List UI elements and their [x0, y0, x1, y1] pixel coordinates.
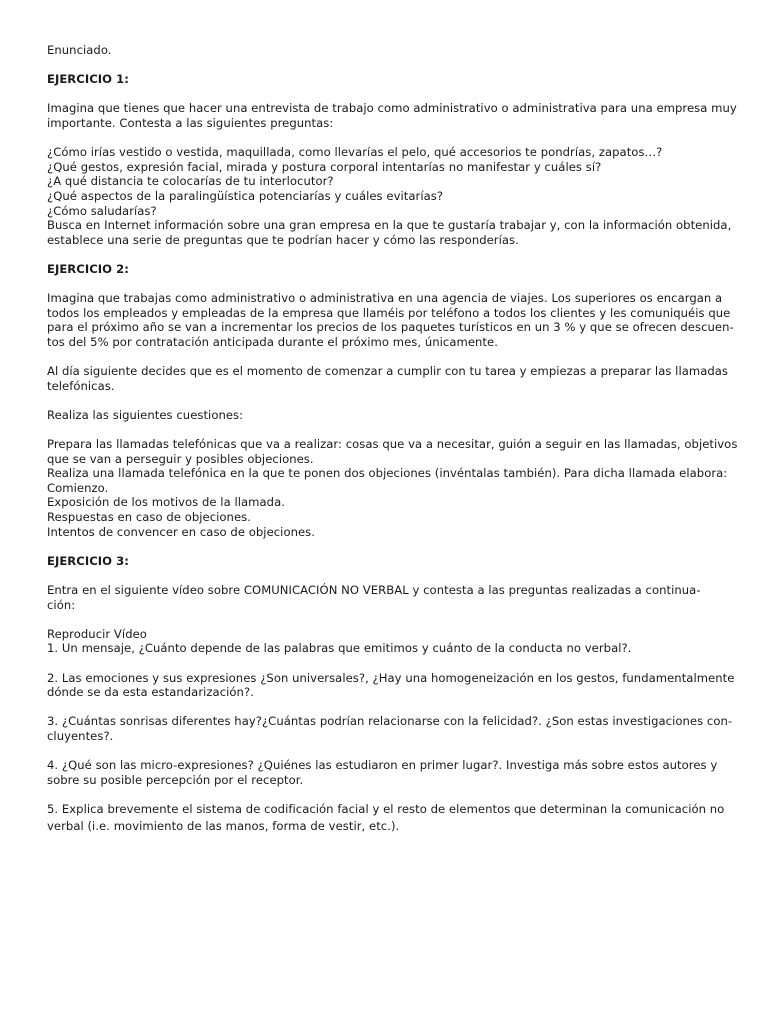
- exercise-2-next-day-line: telefónicas.: [47, 378, 115, 393]
- exercise-1-question: ¿A qué distancia te colocarías de tu interlocutor?: [47, 174, 334, 189]
- exercise-1-question: ¿Qué aspectos de la paralingüística potenciarías y cuáles evitarías?: [47, 188, 444, 203]
- exercise-3-question-line: sobre su posible percepción por el receptor.: [47, 772, 304, 787]
- exercise-2-task: Prepara las llamadas telefónicas que va a realizar: cosas que va a necesitar, guión a seguir en las llamadas, objetivos: [47, 437, 738, 452]
- exercise-3-question-line: 3. ¿Cuántas sonrisas diferentes hay?¿Cuántas podrían relacionarse con la felicidad?. ¿Son estas investigaciones con-: [47, 714, 733, 729]
- exercise-2-title: EJERCICIO 2:: [47, 261, 129, 276]
- exercise-1-intro-line: Imagina que tienes que hacer una entrevista de trabajo como administrativo o administrativa para una empresa muy: [47, 101, 737, 116]
- exercise-2-task: Exposición de los motivos de la llamada.: [47, 495, 285, 510]
- exercise-3-question-4: [47, 758, 723, 787]
- exercise-2-tasks-label: Realiza las siguientes cuestiones:: [47, 407, 244, 422]
- exercise-2-intro: [47, 291, 734, 349]
- exercise-1-question: ¿Cómo irías vestido o vestida, maquillada, como llevarías el pelo, qué accesorios te pondrías, zapatos…?: [47, 145, 663, 160]
- exercise-1-question: establece una serie de preguntas que te podrían hacer y cómo las responderías.: [47, 232, 519, 247]
- exercise-2-task: Intentos de convencer en caso de objeciones.: [47, 524, 315, 539]
- document-page: [47, 43, 738, 834]
- exercise-3-question-line: 2. Las emociones y sus expresiones ¿Son universales?, ¿Hay una homogeneización en los gestos, fundamentalmente: [47, 670, 735, 685]
- exercise-3-question-1: 1. Un mensaje, ¿Cuánto depende de las palabras que emitimos y cuánto de la conducta no verbal?.: [47, 641, 632, 656]
- exercise-2-intro-line: para el próximo año se van a incrementar los precios de los paquetes turísticos en un 3 % y que se ofrecen descuen-: [47, 320, 734, 335]
- exercise-3-question-line: 5. Explica brevemente el sistema de codificación facial y el resto de elementos que determinan la comunicación no: [47, 801, 725, 816]
- exercise-3-intro: [47, 583, 723, 612]
- exercise-1-intro: [47, 101, 737, 130]
- exercise-3-title: EJERCICIO 3:: [47, 553, 129, 568]
- exercise-2-task: que se van a perseguir y posibles objeciones.: [47, 451, 314, 466]
- exercise-3-intro-line: Entra en el siguiente vídeo sobre COMUNICACIÓN NO VERBAL y contesta a las preguntas realizadas a continua-: [47, 582, 701, 597]
- exercise-2-intro-line: Imagina que trabajas como administrativo o administrativa en una agencia de viajes. Los superiores os encargan a: [47, 291, 723, 306]
- exercise-2-task: Comienzo.: [47, 480, 109, 495]
- exercise-3-question-2: [47, 670, 735, 700]
- exercise-1-title: EJERCICIO 1:: [47, 72, 129, 87]
- exercise-1-question: ¿Qué gestos, expresión facial, mirada y postura corporal intentarías no manifestar y cuáles sí?: [47, 159, 602, 174]
- exercise-2-task: Realiza una llamada telefónica en la que te ponen dos objeciones (invéntalas también). Para dicha llamada elabora:: [47, 466, 728, 481]
- exercise-2-next-day-line: Al día siguiente decides que es el momento de comenzar a cumplir con tu tarea y empiezas a preparar las llamadas: [47, 364, 729, 379]
- exercise-2-tasks: [47, 437, 738, 539]
- exercise-2-next-day: [47, 364, 729, 393]
- document-heading: Enunciado.: [47, 43, 112, 57]
- exercise-3-question-line: 4. ¿Qué son las micro-expresiones? ¿Quiénes las estudiaron en primer lugar?. Investiga más sobre estos autores y: [47, 758, 718, 773]
- exercise-1-questions: [47, 145, 732, 247]
- exercise-3-question-3: [47, 714, 733, 743]
- exercise-1-question: ¿Cómo saludarías?: [47, 203, 157, 218]
- video-link[interactable]: Reproducir Vídeo: [47, 626, 147, 641]
- exercise-2-task: Respuestas en caso de objeciones.: [47, 510, 251, 524]
- exercise-3-question-line: verbal (i.e. movimiento de las manos, forma de vestir, etc.).: [47, 819, 400, 834]
- exercise-1-question: Busca en Internet información sobre una gran empresa en la que te gustaría trabajar y, con la información obtenida,: [47, 218, 732, 233]
- exercise-3-intro-line: ción:: [47, 597, 76, 612]
- exercise-3-question-line: cluyentes?.: [47, 728, 114, 743]
- exercise-2-intro-line: todos los empleados y empleadas de la empresa que llaméis por teléfono a todos los clientes y les comuniquéis que: [47, 305, 731, 320]
- exercise-3-question-line: dónde se da esta estandarización?.: [47, 685, 254, 700]
- exercise-1-intro-line: importante. Contesta a las siguientes preguntas:: [47, 115, 334, 130]
- exercise-2-intro-line: tos del 5% por contratación anticipada durante el próximo mes, únicamente.: [47, 334, 498, 349]
- exercise-3-question-5: [47, 802, 723, 834]
